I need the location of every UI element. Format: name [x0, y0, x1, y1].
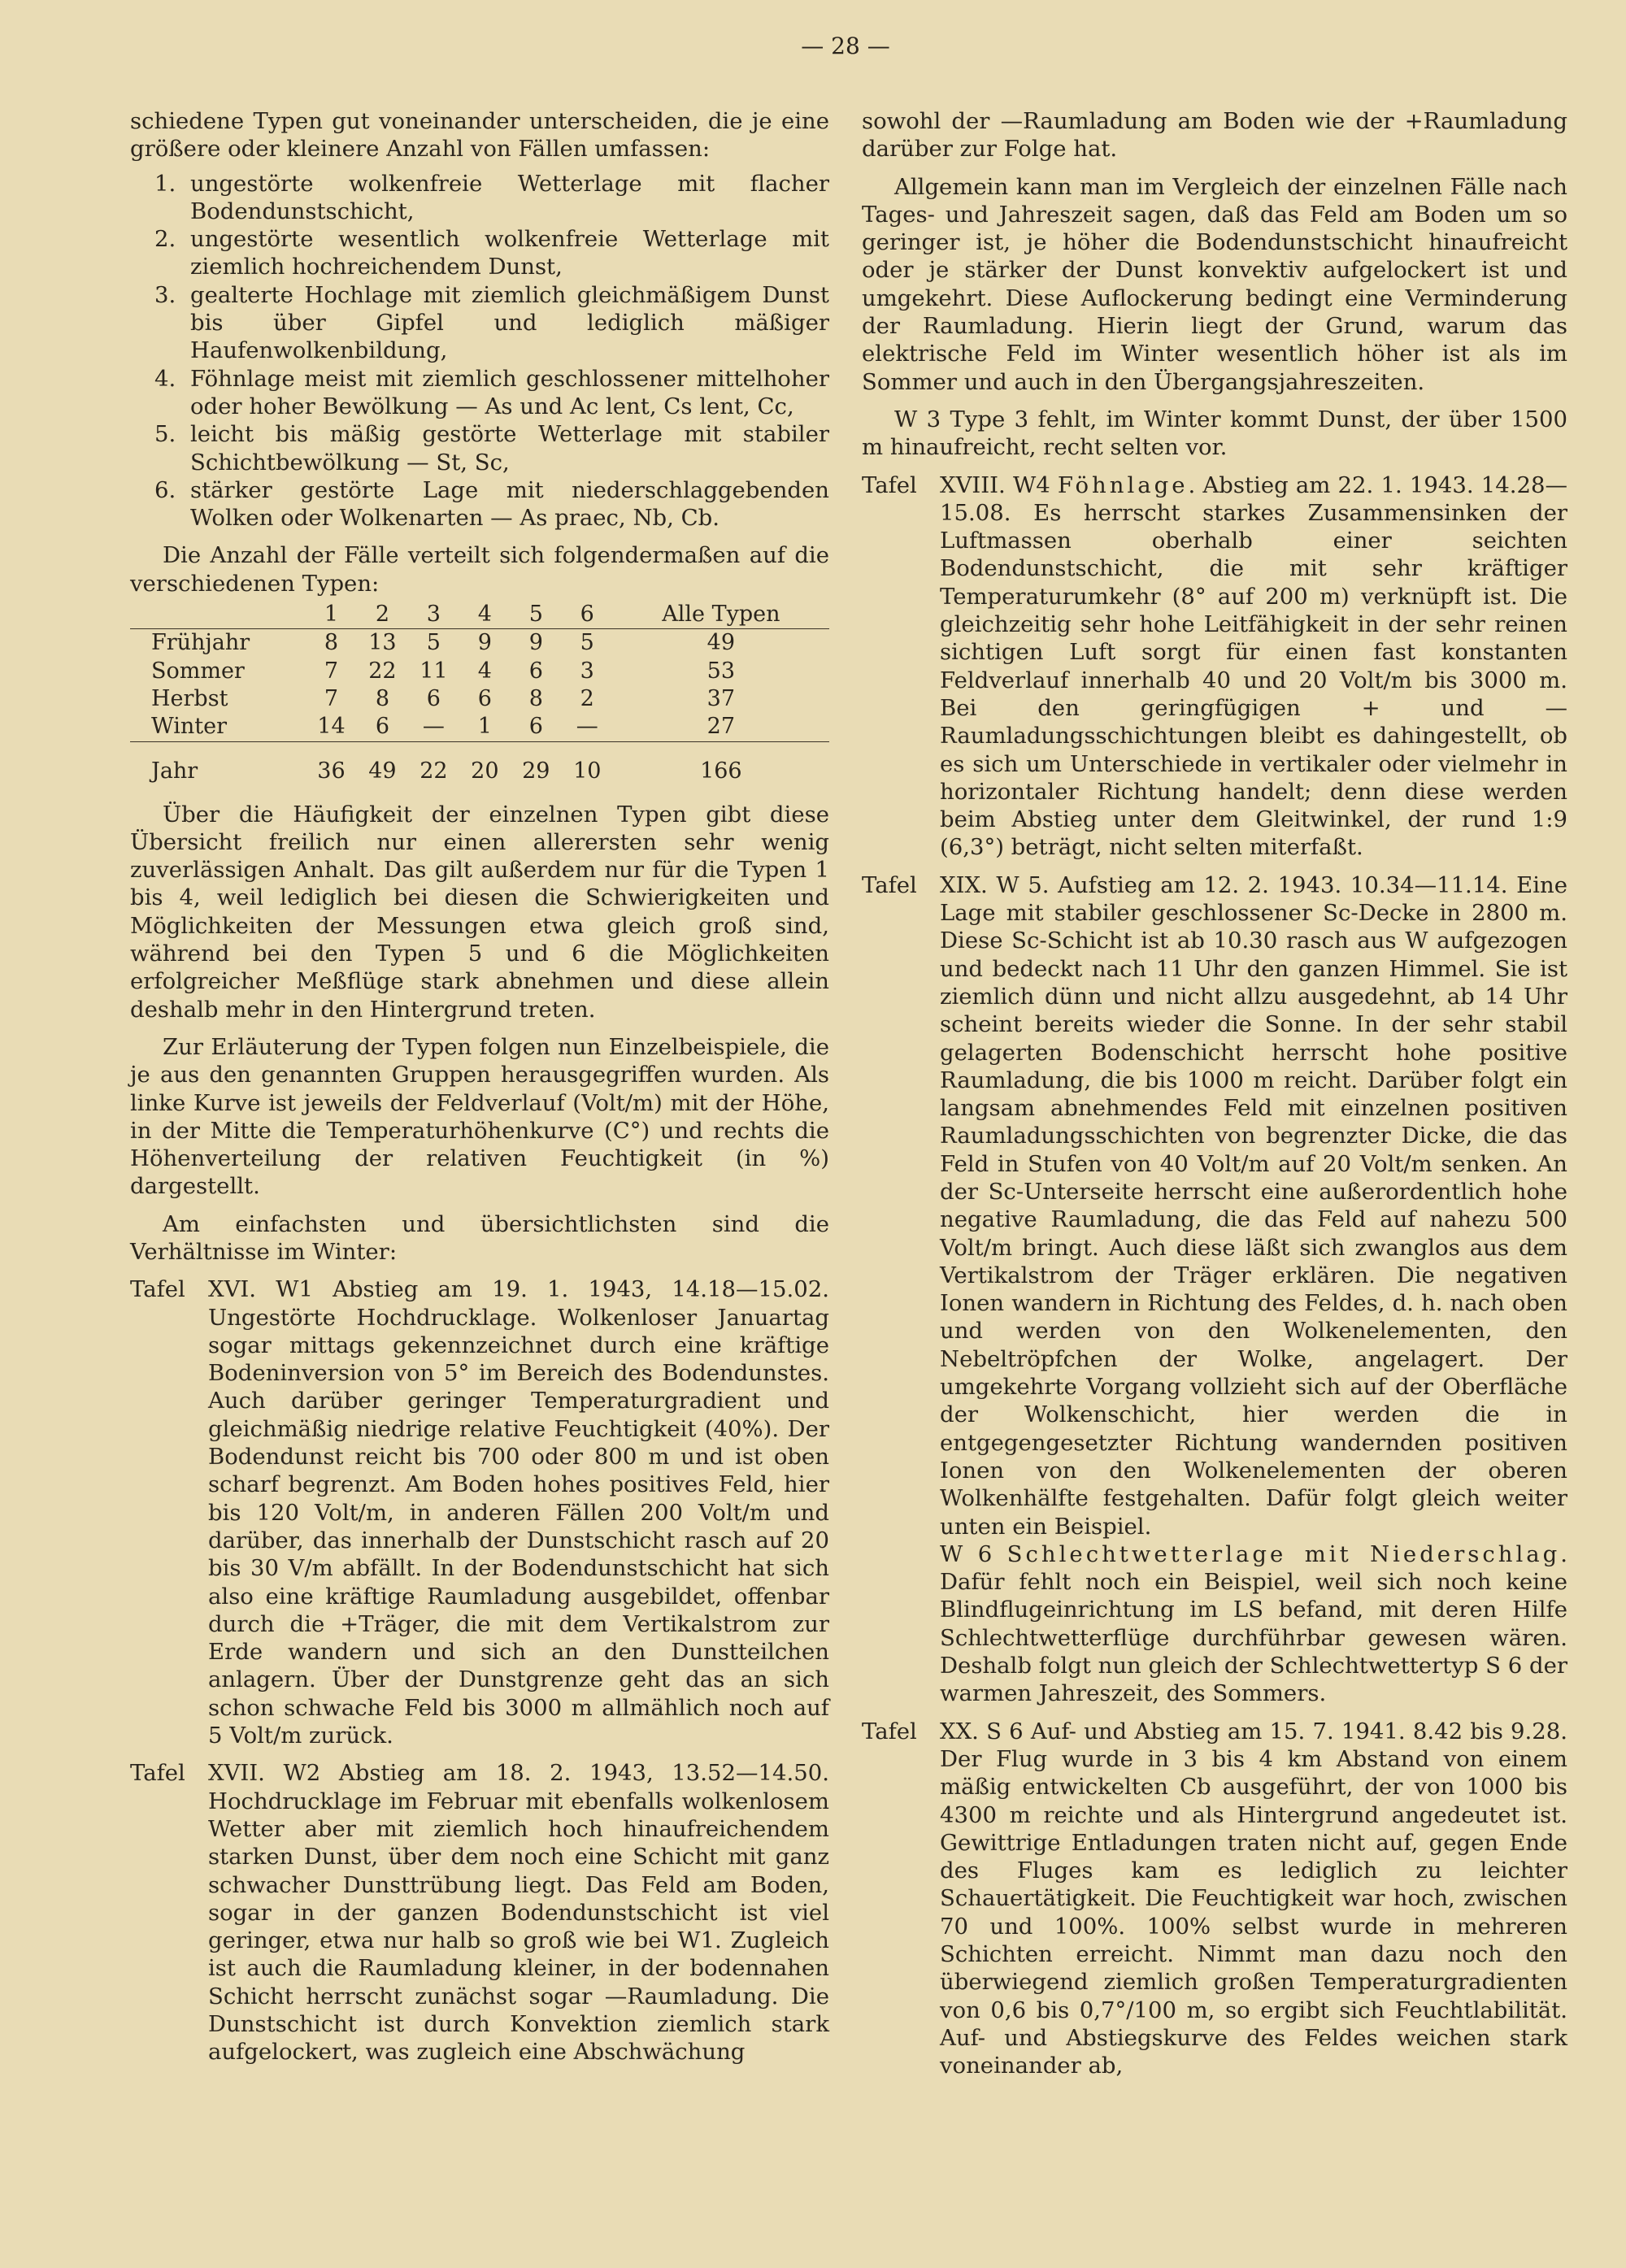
- table-header-row: 1 2 3 4 5 6 Alle Typen: [130, 601, 829, 629]
- w6-text: W 6 Schlechtwetterlage mit Niederschlag. Dafür fehlt noch ein Beispiel, weil sich noch keine Blindflugeinrichtung im LS befand, mit deren Hilfe Schlechtwetterflüge durchführbar gewesen wären. Deshalb folgt nun gleich der Schlechtwettertyp S 6 der warmen Jahreszeit, des Sommers.: [940, 1540, 1567, 1707]
- paragraph: Über die Häufigkeit der einzelnen Typen gibt diese Übersicht freilich nur einen allerersten sehr wenig zuverlässigen Anhalt. Das gilt außerdem nur für die Typen 1 bis 4, weil lediglich bei diesen die Schwierigkeiten und Möglichkeiten der Messungen etwa gleich groß sind, während bei den Typen 5 und 6 die Möglichkeiten erfolgreicher Meßflüge stark abnehmen und diese allein deshalb mehr in den Hintergrund treten.: [130, 801, 829, 1023]
- tafel-entry: [862, 471, 1567, 862]
- tafel-label: Tafel: [862, 871, 917, 898]
- paragraph: Am einfachsten und übersichtlichsten sind die Verhältnisse im Winter:: [130, 1210, 829, 1265]
- table-total-row: Jahr 36 49 22 20 29 10 166: [130, 741, 829, 791]
- table-row: Herbst 7 8 6 6 8 2 37: [151, 685, 736, 711]
- list-item: 5. leicht bis mäßig gestörte Wetterlage mit stabiler Schichtbewölkung — St, Sc,: [154, 421, 829, 476]
- tafel-text: XVI. W1 Abstieg am 19. 1. 1943, 14.18—15.02. Ungestörte Hochdrucklage. Wolkenloser Januartag sogar mittags gekennzeichnet durch eine kräftige Bodeninversion von 5° im Bereich des Bodendunstes. Auch darüber geringer Temperaturgradient und gleichmäßig niedrige relative Feuchtigkeit (40%). Der Bodendunst reicht bis 700 oder 800 m und ist oben scharf begrenzt. Am Boden hohes positives Feld, hier bis 120 Volt/m, in anderen Fällen 200 Volt/m und darüber, das innerhalb der Dunstschicht rasch auf 20 bis 30 V/m abfällt. In der Bodendunstschicht hat sich also eine kräftige Raumladung ausgebildet, offenbar durch die +Träger, die mit dem Vertikalstrom zur Erde wandern und sich an den Dunstteilchen anlagern. Über der Dunstgrenze geht das an sich schon schwache Feld bis 3000 m allmählich noch auf 5 Volt/m zurück.: [208, 1276, 829, 1749]
- tafel-entry: [862, 871, 1567, 1540]
- table-intro: Die Anzahl der Fälle verteilt sich folgendermaßen auf die verschiedenen Typen:: [130, 542, 829, 597]
- tafel-text: XIX. W 5. Aufstieg am 12. 2. 1943. 10.34—11.14. Eine Lage mit stabiler geschlossener Sc-Decke in 2800 m. Diese Sc-Schicht ist ab 10.30 rasch aus W aufgezogen und bedeckt nach 11 Uhr den ganzen Himmel. Sie ist ziemlich dünn und nicht allzu ausgedehnt, ab 14 Uhr scheint bereits wieder die Sonne. In der sehr stabil gelagerten Bodenschicht herrscht hohe positive Raumladung, die bis 1000 m reicht. Darüber folgt ein langsam abnehmendes Feld mit einzelnen positiven Raumladungsschichten von begrenzter Dicke, die das Feld in Stufen von 40 Volt/m auf 20 Volt/m senken. An der Sc-Unterseite herrscht eine außerordentlich hohe negative Raumladung, die das Feld auf nahezu 500 Volt/m bringt. Auch diese läßt sich zwanglos aus dem Vertikalstrom der Träger erklären. Die negativen Ionen wandern in Richtung des Feldes, d. h. nach oben und werden von den Wolkenelementen, den Nebeltröpfchen der Wolke, angelagert. Der umgekehrte Vorgang vollzieht sich auf der Oberfläche der Wolkenschicht, hier werden die in entgegengesetzter Richtung wandernden positiven Ionen von den Wolkenelementen der oberen Wolkenhälfte festgehalten. Dafür folgt gleich weiter unten ein Beispiel.: [940, 871, 1567, 1540]
- list-item: 2. ungestörte wesentlich wolkenfreie Wetterlage mit ziemlich hochreichendem Dunst,: [154, 226, 829, 280]
- list-item: 6. stärker gestörte Lage mit niederschlaggebenden Wolken oder Wolkenarten — As praec, Nb, Cb.: [154, 476, 829, 532]
- list-item: 1. ungestörte wolkenfreie Wetterlage mit flacher Bodendunstschicht,: [154, 170, 829, 224]
- paragraph: sowohl der —Raumladung am Boden wie der +Raumladung darüber zur Folge hat.: [862, 108, 1567, 163]
- table-row: Frühjahr 8 13 5 9 9 5 49: [151, 630, 736, 656]
- tafel-label: Tafel: [862, 1718, 917, 1744]
- list-item: 4. Föhnlage meist mit ziemlich geschlossener mittelhoher oder hoher Bewölkung — As und Ac lent, Cs lent, Cc,: [154, 365, 829, 419]
- paragraph: Allgemein kann man im Vergleich der einzelnen Fälle nach Tages- und Jahreszeit sagen, daß das Feld am Boden um so geringer ist, je höher die Bodendunstschicht hinaufreicht oder je stärker der Dunst konvektiv aufgelockert ist und umgekehrt. Diese Auflockerung bedingt eine Verminderung der Raumladung. Hierin liegt der Grund, warum das elektrische Feld im Winter wesentlich höher ist als im Sommer und auch in den Übergangsjahreszeiten.: [862, 173, 1567, 395]
- table-row: Sommer 7 22 11 4 6 3 53: [151, 658, 736, 684]
- frequency-table: [130, 601, 829, 790]
- type-list: [130, 170, 829, 532]
- table-row: Winter 14 6 — 1 6 — 27: [151, 714, 736, 740]
- intro-paragraph: schiedene Typen gut voneinander unterscheiden, die je eine größere oder kleinere Anzahl von Fällen umfassen:: [130, 108, 829, 163]
- tafel-entry: [862, 1718, 1567, 2080]
- w6-entry: [862, 1540, 1567, 1708]
- page-number: — 28 —: [801, 33, 890, 59]
- paragraph: Zur Erläuterung der Typen folgen nun Einzelbeispiele, die je aus den genannten Gruppen herausgegriffen wurden. Als linke Kurve ist jeweils der Feldverlauf (Volt/m) mit der Höhe, in der Mitte die Temperaturhöhenkurve (C°) und rechts die Höhenverteilung der relativen Feuchtigkeit (in %) dargestellt.: [130, 1033, 829, 1200]
- left-column: [130, 107, 829, 2066]
- tafel-entry: [130, 1759, 829, 2066]
- tafel-label: Tafel: [130, 1760, 185, 1787]
- tafel-text: XVII. W2 Abstieg am 18. 2. 1943, 13.52—14.50. Hochdrucklage im Februar mit ebenfalls wolkenlosem Wetter aber mit ziemlich hoch hinaufreichendem starken Dunst, über dem noch eine Schicht mit ganz schwacher Dunsttrübung liegt. Das Feld am Boden, sogar in der ganzen Bodendunstschicht ist viel geringer, etwa nur halb so groß wie bei W1. Zugleich ist auch die Raumladung kleiner, in der bodennahen Schicht herrscht zunächst sogar —Raumladung. Die Dunstschicht ist durch Konvektion ziemlich stark aufgelockert, was zugleich eine Abschwächung: [208, 1760, 829, 2066]
- right-column: [862, 107, 1567, 2079]
- tafel-entry: [130, 1275, 829, 1749]
- list-item: 3. gealterte Hochlage mit ziemlich gleichmäßigem Dunst bis über Gipfel und lediglich mäßiger Haufenwolkenbildung,: [154, 281, 829, 364]
- paragraph: W 3 Type 3 fehlt, im Winter kommt Dunst, der über 1500 m hinaufreicht, recht selten vor.: [862, 406, 1567, 461]
- tafel-text: XVIII. W4 Föhnlage. Abstieg am 22. 1. 1943. 14.28—15.08. Es herrscht starkes Zusammensinken der Luftmassen oberhalb einer seichten Bodendunstschicht, die mit sehr kräftiger Temperaturumkehr (8° auf 200 m) verknüpft ist. Die gleichzeitig sehr hohe Leitfähigkeit in der sehr reinen sichtigen Luft sorgt für einen fast konstanten Feldverlauf innerhalb 40 und 20 Volt/m bis 3000 m. Bei den geringfügigen + und —Raumladungsschichtungen bleibt es dahingestellt, ob es sich um Unterschiede in vertikaler oder vielmehr in horizontaler Richtung handelt; denn diese werden beim Abstieg unter dem Gleitwinkel, der rund 1:9 (6,3°) beträgt, nicht selten miterfaßt.: [940, 471, 1567, 861]
- tafel-label: Tafel: [130, 1276, 185, 1303]
- tafel-label: Tafel: [862, 471, 917, 498]
- tafel-text: XX. S 6 Auf- und Abstieg am 15. 7. 1941. 8.42 bis 9.28. Der Flug wurde in 3 bis 4 km Abstand von einem mäßig entwickelten Cb ausgeführt, der von 1000 bis 4300 m reichte und als Hintergrund angedeutet ist. Gewittrige Entladungen traten nicht auf, gegen Ende des Fluges kam es lediglich zu leichter Schauertätigkeit. Die Feuchtigkeit war hoch, zwischen 70 und 100%. 100% selbst wurde in mehreren Schichten erreicht. Nimmt man dazu noch den überwiegend ziemlich großen Temperaturgradienten von 0,6 bis 0,7°/100 m, so ergibt sich Feuchtlabilität. Auf- und Abstiegskurve des Feldes weichen stark voneinander ab,: [940, 1718, 1567, 2079]
